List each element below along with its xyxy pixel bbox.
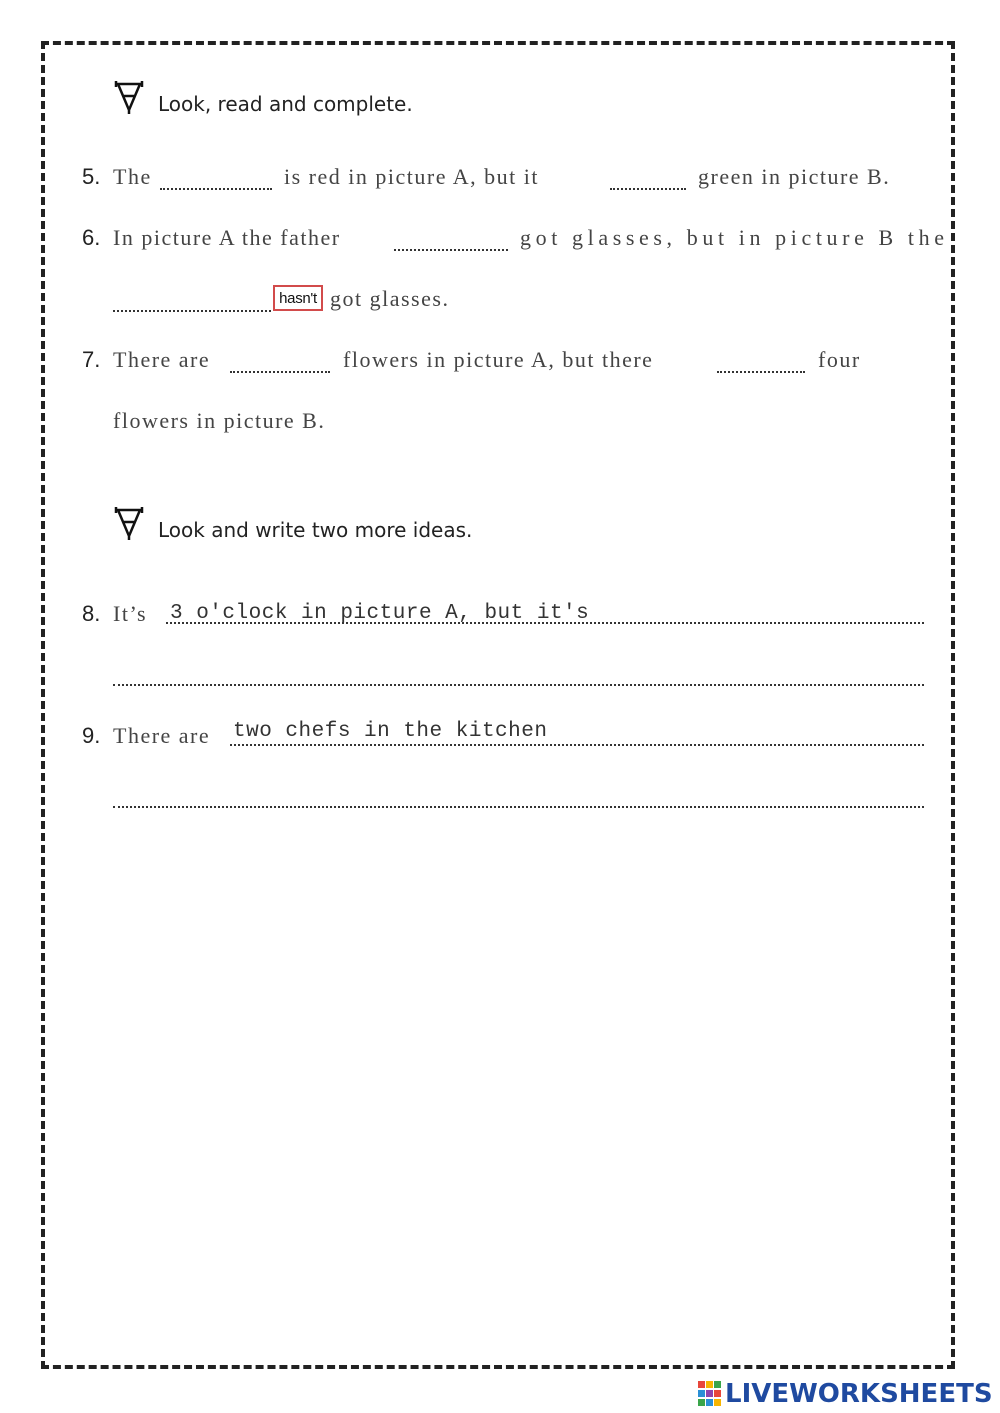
q9-answer-text-1[interactable]: two chefs in the kitchen [233,720,548,743]
question-number-8: 8. [82,601,101,626]
q7-blank-2[interactable] [717,351,805,373]
q9-answer-line-1[interactable] [230,744,924,746]
q6-blank-2[interactable] [113,290,271,312]
q5-blank-2[interactable] [610,168,686,190]
q7-text-2: flowers in picture A, but there [343,347,654,372]
question-number-9: 9. [82,723,101,748]
q7-blank-1[interactable] [230,351,330,373]
q5-blank-1[interactable] [160,168,272,190]
q9-answer-line-2[interactable] [113,806,924,808]
q8-prefix: It’s [113,601,148,626]
q7-text-1: There are [113,347,211,372]
liveworksheets-logo-icon [697,1380,723,1408]
q8-answer-text-1[interactable]: 3 o'clock in picture A, but it's [170,602,590,625]
q6-text-3: got glasses. [330,286,450,311]
q8-answer-line-2[interactable] [113,684,924,686]
q6-blank-1[interactable] [394,229,508,251]
pen-icon [112,80,146,116]
question-number-5: 5. [82,164,101,189]
q6-text-2: got glasses, but in picture B the [520,225,949,250]
q6-text-1: In picture A the father [113,225,341,250]
instruction-write-two-ideas: Look and write two more ideas. [158,518,473,542]
q6-answer-hasnt[interactable]: hasn't [273,285,323,311]
q7-text-3: four [818,347,861,372]
liveworksheets-logo [697,1378,993,1410]
question-number-7: 7. [82,347,101,372]
pen-icon [112,506,146,542]
q5-text-2: is red in picture A, but it [284,164,539,189]
q5-text-3: green in picture B. [698,164,891,189]
instruction-look-read-complete: Look, read and complete. [158,92,413,116]
liveworksheets-logo-text: LIVEWORKSHEETS [725,1379,993,1409]
q9-prefix: There are [113,723,211,748]
q7-text-4: flowers in picture B. [113,408,326,433]
question-number-6: 6. [82,225,101,250]
q5-text-1: The [113,164,152,189]
